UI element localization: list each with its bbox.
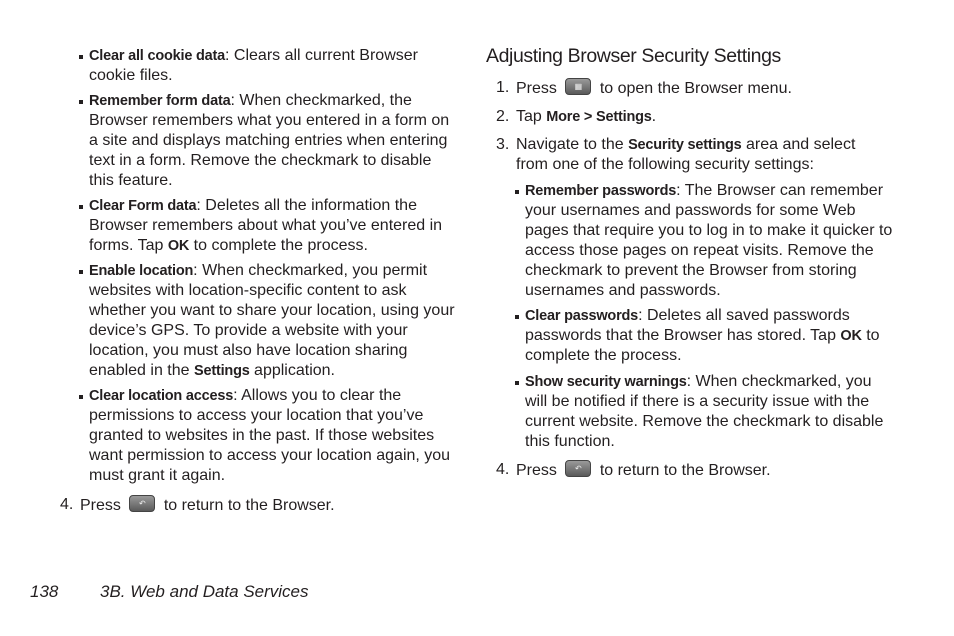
bullet-show-security-warnings: Show security warnings: When checkmarked, you will be notified if there is a security issue with the current website. Remove the checkmark to disable this function. xyxy=(525,372,895,452)
bullet-clear-form: Clear Form data: Deletes all the information the Browser remembers about what you’ve entered in forms. Tap OK to complete the process. xyxy=(89,196,459,256)
bullet-clear-cookie: Clear all cookie data: Clears all current Browser cookie files. xyxy=(89,46,459,86)
bullet-marker xyxy=(515,381,519,385)
bullet-clear-passwords: Clear passwords: Deletes all saved passwords passwords that the Browser has stored. Tap OK to complete the process. xyxy=(525,306,895,366)
bullet-marker xyxy=(79,270,83,274)
bullet-remember-passwords: Remember passwords: The Browser can remember your usernames and passwords for some Web pages that require you to log in to make it quicker to access those pages on repeat visits. Remove the checkmark to prevent the Browser from storing usernames and passwords. xyxy=(525,181,895,301)
bullet-marker xyxy=(79,100,83,104)
bullet-marker xyxy=(79,55,83,59)
bullet-marker xyxy=(79,205,83,209)
bullet-marker xyxy=(515,190,519,194)
section-heading: Adjusting Browser Security Settings xyxy=(486,45,781,67)
bullet-enable-location: Enable location: When checkmarked, you permit websites with location-specific content to ask whether you want to share your location, using your device’s GPS. To provide a website with your location, you must also have location sharing enabled in the Settings application. xyxy=(89,261,459,381)
back-key-icon: ↶ xyxy=(129,495,155,512)
back-key-icon: ↶ xyxy=(565,460,591,477)
bullet-marker xyxy=(79,395,83,399)
menu-key-icon: ▦ xyxy=(565,78,591,95)
page-number: 138 xyxy=(30,582,59,601)
bullet-marker xyxy=(515,315,519,319)
section-title: 3B. Web and Data Services xyxy=(100,582,309,601)
bullet-remember-form: Remember form data: When checkmarked, the Browser remembers what you entered in a form on a site and displays matching entries when entering text in a form. Remove the checkmark to disable this feature. xyxy=(89,91,459,191)
bullet-clear-location: Clear location access: Allows you to clear the permissions to access your location that you’ve granted to websites in the past. If those websites want permission to access your location again, you must grant it again. xyxy=(89,386,459,486)
